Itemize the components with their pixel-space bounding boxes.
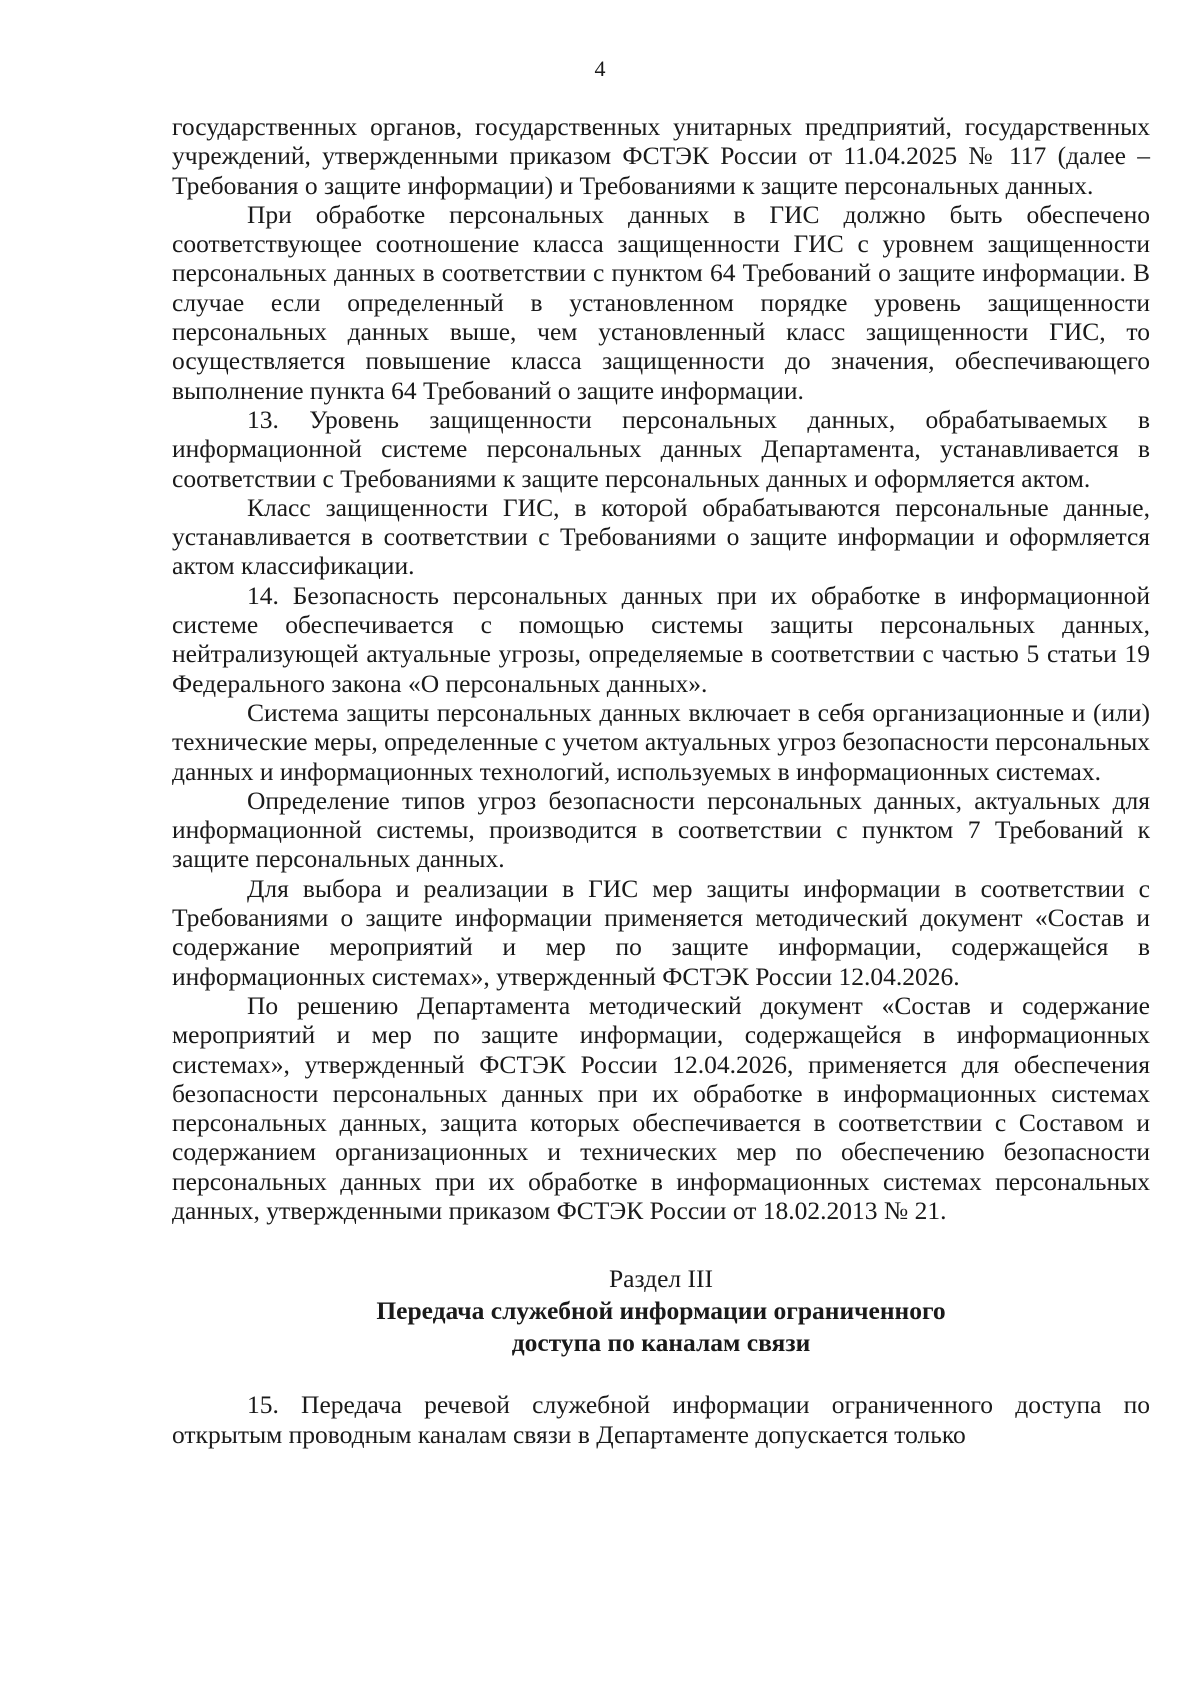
paragraph: По решению Департамента методический документ «Состав и содержание мероприятий и мер по защите информации, содержащейся в информационных системах», утвержденный ФСТЭК России 12.04.2026, применяется для обеспечения безопасности персональных данных при их обработке в информационных системах персональных данных, защита которых обеспечивается в соответствии с Составом и содержанием организационных и технических мер по обеспечению безопасности персональных данных при их обработке в информационных системах персональных данных, утвержденными приказом ФСТЭК России от 18.02.2013 № 21. bbox=[172, 990, 1150, 1225]
document-body bbox=[172, 112, 1150, 1449]
paragraph: При обработке персональных данных в ГИС должно быть обеспечено соответствующее соотношение класса защищенности ГИС с уровнем защищенности персональных данных в соответствии с пунктом 64 Требований о защите информации. В случае если определенный в установленном порядке уровень защищенности персональных данных выше, чем установленный класс защищенности ГИС, то осуществляется повышение класса защищенности до значения, обеспечивающего выполнение пункта 64 Требований о защите информации. bbox=[172, 199, 1150, 405]
paragraph-15: 15. Передача речевой служебной информации ограниченного доступа по открытым проводным каналам связи в Департаменте допускается только bbox=[172, 1390, 1150, 1449]
paragraph-13: 13. Уровень защищенности персональных данных, обрабатываемых в информационной системе персональных данных Департамента, устанавливается в соответствии с Требованиями к защите персональных данных и оформляется актом. bbox=[172, 404, 1150, 493]
paragraph: Система защиты персональных данных включает в себя организационные и (или) технические меры, определенные с учетом актуальных угроз безопасности персональных данных и информационных технологий, используемых в информационных системах. bbox=[172, 697, 1150, 786]
paragraph-continuation: государственных органов, государственных унитарных предприятий, государственных учреждений, утвержденными приказом ФСТЭК России от 11.04.2025 № 117 (далее – Требования о защите информации) и Требованиями к защите персональных данных. bbox=[172, 112, 1150, 200]
section-title-line-1: Передача служебной информации ограниченного bbox=[376, 1296, 946, 1326]
section-heading bbox=[172, 1263, 1150, 1359]
paragraph-14: 14. Безопасность персональных данных при их обработке в информационной системе обеспечивается с помощью системы защиты персональных данных, нейтрализующей актуальные угрозы, определяемые в соответствии с частью 5 статьи 19 Федерального закона «О персональных данных». bbox=[172, 580, 1150, 698]
page-number: 4 bbox=[594, 56, 606, 81]
paragraph: Класс защищенности ГИС, в которой обрабатываются персональные данные, устанавливается в соответствии с Требованиями о защите информации и оформляется актом классификации. bbox=[172, 492, 1150, 581]
paragraph: Для выбора и реализации в ГИС мер защиты информации в соответствии с Требованиями о защите информации применяется методический документ «Состав и содержание мероприятий и мер по защите информации, содержащейся в информационных системах», утвержденный ФСТЭК России 12.04.2026. bbox=[172, 873, 1150, 991]
section-label: Раздел III bbox=[609, 1264, 713, 1294]
section-title-line-2: доступа по каналам связи bbox=[511, 1328, 811, 1358]
paragraph: Определение типов угроз безопасности персональных данных, актуальных для информационной системы, производится в соответствии с пунктом 7 Требований к защите персональных данных. bbox=[172, 785, 1150, 874]
